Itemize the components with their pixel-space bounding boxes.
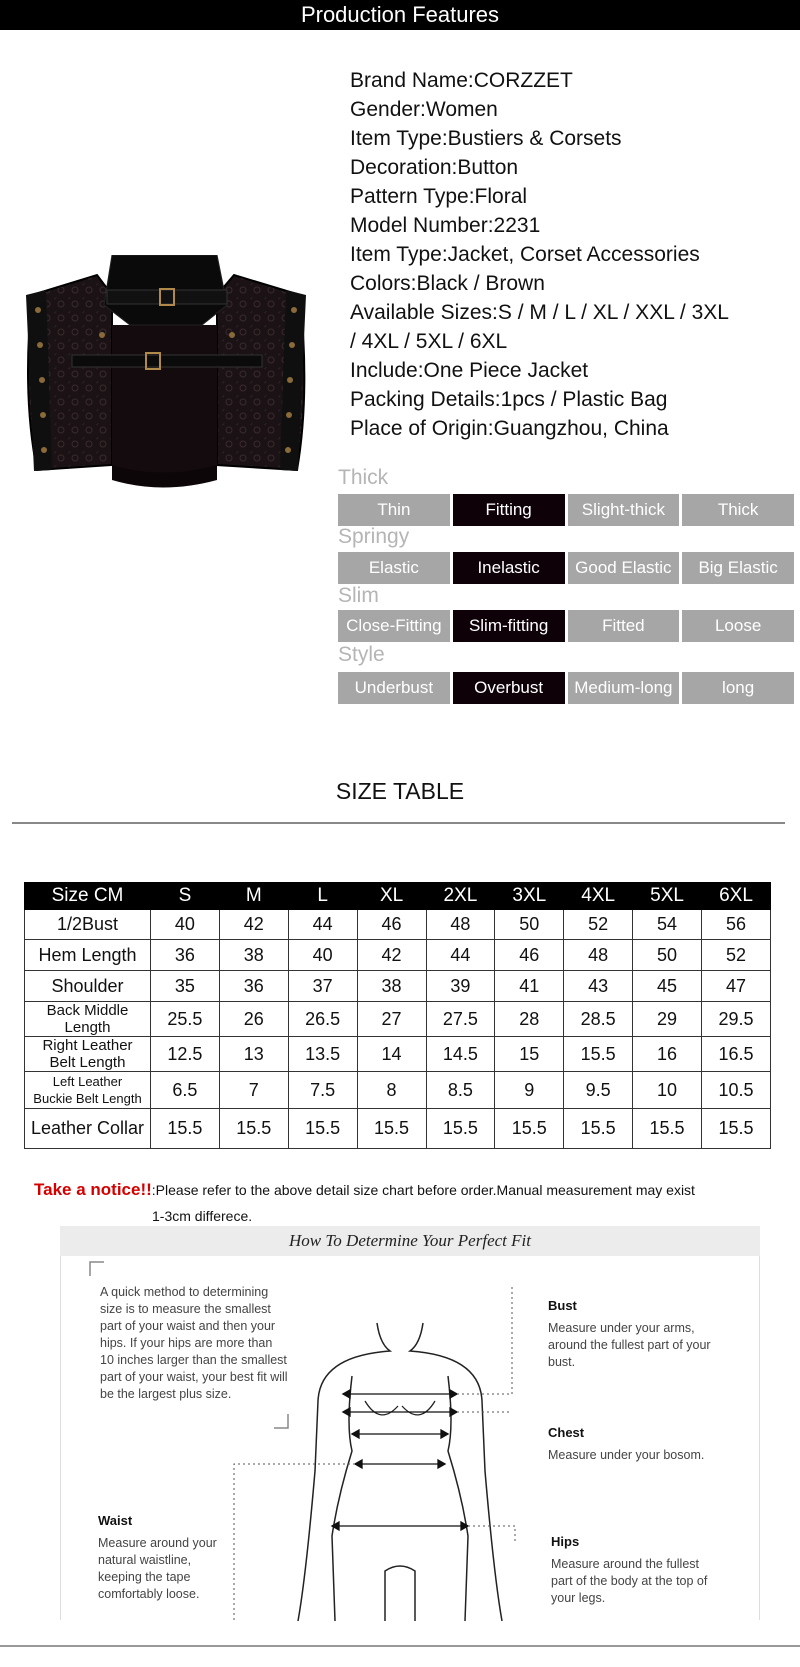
notice [34,1180,695,1200]
chest-heading: Chest [548,1425,585,1440]
table-cell: 28.5 [564,1002,633,1037]
bust-heading: Bust [548,1298,577,1313]
spec-line: Decoration:Button [350,156,519,179]
hips-text: Measure around the fullest part of the body at the top of your legs. [551,1557,708,1605]
spec-line: Include:One Piece Jacket [350,359,589,382]
table-cell: 27.5 [426,1002,495,1037]
product-image [12,255,320,505]
attribute-option: Thick [682,494,794,526]
divider [12,822,785,824]
attribute-option-selected: Overbust [453,672,565,704]
attribute-option-selected: Fitting [453,494,565,526]
table-cell: 12.5 [151,1037,220,1072]
table-cell: 39 [426,971,495,1002]
table-cell: 46 [357,910,426,940]
table-cell: 14 [357,1037,426,1072]
attribute-option: Underbust [338,672,450,704]
table-cell: 27 [357,1002,426,1037]
table-cell: 15.5 [219,1109,288,1149]
table-cell: 15.5 [151,1109,220,1149]
table-cell: 15.5 [564,1037,633,1072]
attribute-option: Thin [338,494,450,526]
table-cell: 44 [426,940,495,971]
spec-line: Item Type:Bustiers & Corsets [350,127,622,150]
table-cell: 52 [564,910,633,940]
table-cell: 47 [702,971,771,1002]
attribute-option: Medium-long [568,672,680,704]
table-cell: 25.5 [151,1002,220,1037]
table-cell: 9 [495,1072,564,1109]
table-row [25,1072,771,1109]
table-cell: 15.5 [426,1109,495,1149]
table-cell: 35 [151,971,220,1002]
row-label-line: Left Leather [52,1074,123,1089]
table-cell: 29.5 [702,1002,771,1037]
table-cell: 15.5 [633,1109,702,1149]
attribute-row-springy [338,552,794,584]
attribute-option: Elastic [338,552,450,584]
attribute-title-slim: Slim [338,584,379,607]
table-cell: 28 [495,1002,564,1037]
table-cell: 40 [151,910,220,940]
table-cell: 7 [219,1072,288,1109]
table-cell: 6.5 [151,1072,220,1109]
table-cell: 56 [702,910,771,940]
fit-guide [60,1226,760,1621]
table-cell: 8.5 [426,1072,495,1109]
table-cell: 8 [357,1072,426,1109]
table-cell: 7.5 [288,1072,357,1109]
spec-line: Item Type:Jacket, Corset Accessories [350,243,700,266]
bust-text: Measure under your arms, around the fullest part of your bust. [548,1321,711,1369]
hips-heading: Hips [551,1534,580,1549]
spec-line: / 4XL / 5XL / 6XL [350,330,508,353]
attribute-option: Big Elastic [682,552,794,584]
column-header: 2XL [426,883,495,910]
attribute-option: Close-Fitting [338,610,450,642]
row-label: 1/2Bust [25,910,151,940]
table-cell: 46 [495,940,564,971]
table-cell: 15 [495,1037,564,1072]
column-header: S [151,883,220,910]
table-cell: 13 [219,1037,288,1072]
attribute-row-slim [338,610,794,642]
table-cell: 26 [219,1002,288,1037]
notice-label: Take a notice!! [34,1180,152,1199]
table-cell: 29 [633,1002,702,1037]
table-row [25,971,771,1002]
attribute-option: Slight-thick [568,494,680,526]
spec-line: Brand Name:CORZZET [350,69,573,92]
attribute-title-thick: Thick [338,466,389,489]
row-label-line: Buckie Belt Length [33,1091,142,1106]
attribute-option: Good Elastic [568,552,680,584]
attribute-title-springy: Springy [338,525,410,548]
table-cell: 15.5 [495,1109,564,1149]
column-header: L [288,883,357,910]
table-cell: 44 [288,910,357,940]
table-cell: 50 [633,940,702,971]
fit-guide-title: How To Determine Your Perfect Fit [60,1226,760,1256]
table-cell: 13.5 [288,1037,357,1072]
table-cell: 43 [564,971,633,1002]
table-cell: 10 [633,1072,702,1109]
table-row [25,1109,771,1149]
size-table-title: SIZE TABLE [335,778,465,804]
table-row [25,1037,771,1072]
column-header: XL [357,883,426,910]
divider [0,1645,800,1647]
size-table [24,882,771,1149]
table-cell: 37 [288,971,357,1002]
attribute-option-selected: Inelastic [453,552,565,584]
table-cell: 9.5 [564,1072,633,1109]
table-cell: 15.5 [702,1109,771,1149]
table-cell: 41 [495,971,564,1002]
table-header-row [25,883,771,910]
row-label: Hem Length [25,940,151,971]
attribute-row-thick [338,494,794,526]
table-cell: 45 [633,971,702,1002]
table-cell: 15.5 [288,1109,357,1149]
column-header: Size CM [25,883,151,910]
attribute-option: Fitted [568,610,680,642]
table-cell: 15.5 [564,1109,633,1149]
column-header: M [219,883,288,910]
row-label-line: Right Leather [42,1037,133,1054]
spec-line: Place of Origin:Guangzhou, China [350,417,669,440]
chest-text: Measure under your bosom. [548,1448,705,1462]
table-cell: 36 [219,971,288,1002]
table-cell: 16.5 [702,1037,771,1072]
row-label-line: Length [64,1019,111,1036]
spec-line: Available Sizes:S / M / L / XL / XXL / 3XL [350,301,729,324]
row-label-line: Back Middle [46,1002,129,1019]
waist-text: Measure around your natural waistline, keeping the tape comfortably loose. [98,1536,217,1601]
quick-tip: A quick method to determining size is to measure the smallest part of your waist and then your hips. If your hips are more than 10 inches larger than the smallest part of your waist, your best fit will be the largest plus size. [100,1285,288,1401]
table-cell: 36 [151,940,220,971]
spec-line: Packing Details:1pcs / Plastic Bag [350,388,668,411]
table-cell: 15.5 [357,1109,426,1149]
table-cell: 16 [633,1037,702,1072]
spec-list [350,66,790,443]
table-cell: 50 [495,910,564,940]
row-label [25,1037,151,1072]
spec-line: Model Number:2231 [350,214,541,237]
row-label: Leather Collar [25,1109,151,1149]
column-header: 4XL [564,883,633,910]
table-cell: 38 [357,971,426,1002]
attribute-option-selected: Slim-fitting [453,610,565,642]
table-cell: 38 [219,940,288,971]
notice-text: :Please refer to the above detail size chart before order.Manual measurement may exist [151,1182,695,1198]
section-header: Production Features [0,0,800,30]
attribute-option: long [682,672,794,704]
table-cell: 42 [219,910,288,940]
table-row [25,1002,771,1037]
table-cell: 52 [702,940,771,971]
attribute-row-style [338,672,794,704]
row-label-line: Belt Length [49,1054,126,1071]
table-row [25,940,771,971]
attribute-option: Loose [682,610,794,642]
table-cell: 14.5 [426,1037,495,1072]
attribute-title-style: Style [338,643,385,666]
waist-heading: Waist [98,1513,133,1528]
table-cell: 42 [357,940,426,971]
spec-line: Gender:Women [350,98,498,121]
table-row [25,910,771,940]
row-label [25,1002,151,1037]
table-cell: 48 [564,940,633,971]
notice-text-continued: 1-3cm differece. [152,1208,253,1224]
table-cell: 26.5 [288,1002,357,1037]
column-header: 6XL [702,883,771,910]
column-header: 3XL [495,883,564,910]
table-cell: 48 [426,910,495,940]
table-cell: 10.5 [702,1072,771,1109]
table-cell: 40 [288,940,357,971]
row-label: Shoulder [25,971,151,1002]
spec-line: Pattern Type:Floral [350,185,528,208]
table-cell: 54 [633,910,702,940]
spec-line: Colors:Black / Brown [350,272,545,295]
column-header: 5XL [633,883,702,910]
row-label [25,1072,151,1109]
